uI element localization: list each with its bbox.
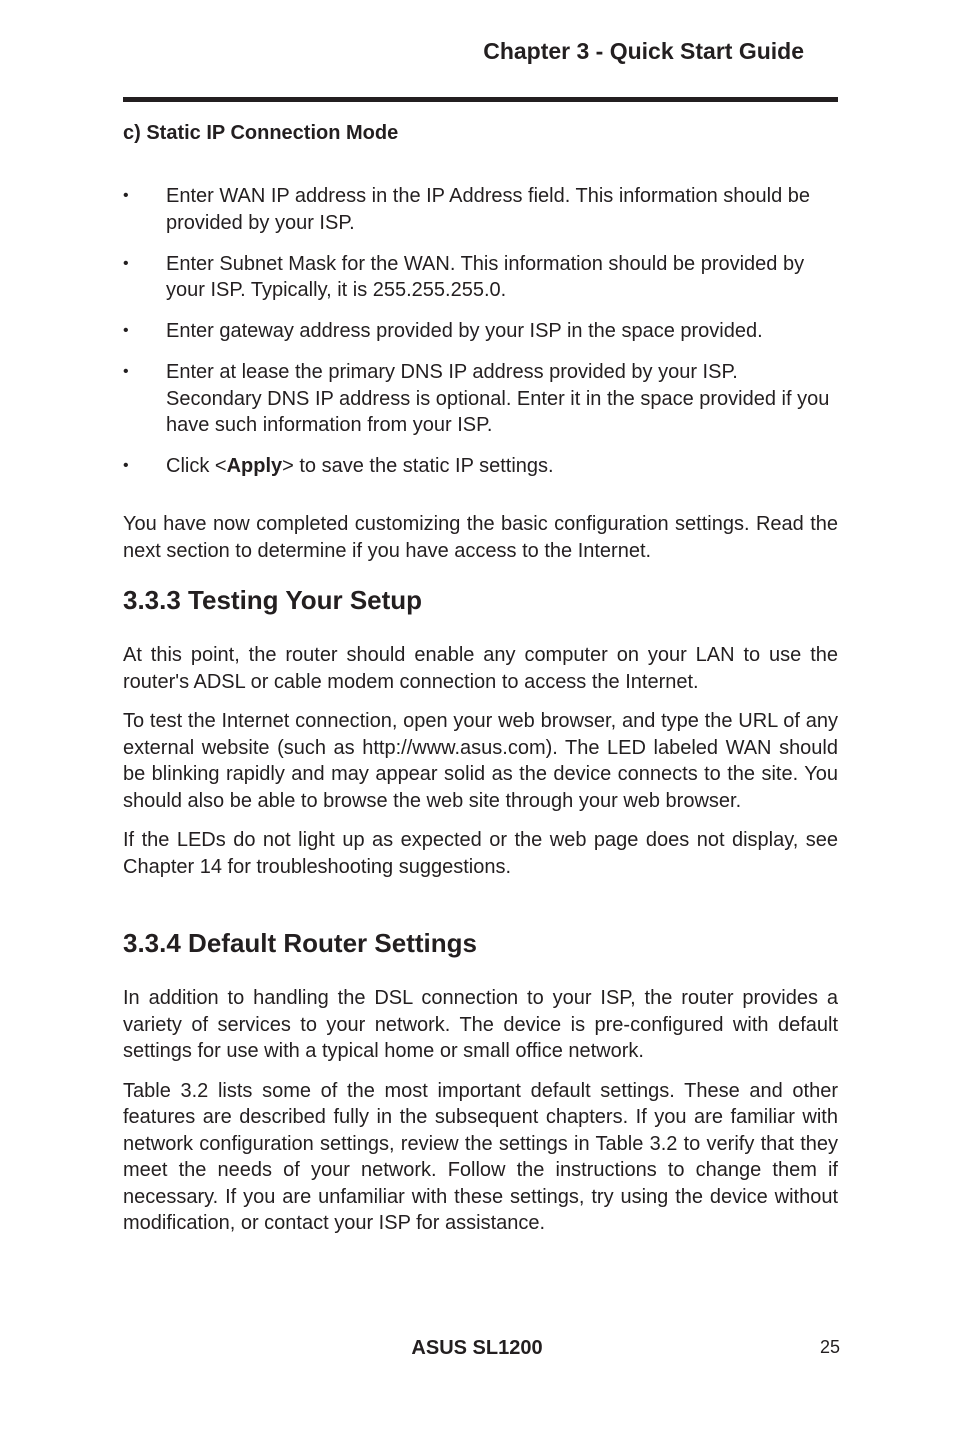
list-item-text: Enter at lease the primary DNS IP address provided by your ISP. Secondary DNS IP address is optional. Enter it in the space provided if you have such information from your ISP. [166,361,830,436]
paragraph: In addition to handling the DSL connection to your ISP, the router provides a variety of services to your network. The device is pre-configured with default settings for use with a typical home or small office network. [123,987,838,1062]
apply-text-before: Click < [166,455,227,477]
header-rule [123,97,838,102]
list-item [123,251,838,304]
page-header: Chapter 3 - Quick Start Guide [483,38,804,64]
bullet-icon: • [123,363,129,380]
static-ip-steps [123,183,838,494]
list-item [123,318,838,345]
apply-keyword: Apply [226,455,283,477]
list-item-text: Enter gateway address provided by your ISP in the space provided. [166,320,763,342]
bullet-icon: • [123,254,129,272]
defaults-section [123,928,838,959]
footer-model: ASUS SL1200 [411,1337,543,1359]
list-item-text: Enter Subnet Mask for the WAN. This information should be provided by your ISP. Typically, it is 255.255.255.0. [166,252,805,301]
testing-body [123,642,838,893]
paragraph: If the LEDs do not light up as expected or the web page does not display, see Chapter 14 for troubleshooting suggestions. [123,829,838,878]
apply-text-after: > to save the static IP settings. [282,455,554,477]
testing-heading: 3.3.3 Testing Your Setup [123,585,423,615]
static-ip-closing [123,511,838,577]
list-item [123,359,838,439]
bullet-icon: • [123,322,129,339]
defaults-body [123,985,838,1250]
subsection-title: c) Static IP Connection Mode [123,122,399,144]
bullet-icon: • [123,187,129,204]
list-item [123,453,838,480]
paragraph: To test the Internet connection, open your web browser, and type the URL of any external website (such as http://www.asus.com). The LED labeled WAN should be blinking rapidly and may appear solid as the device connects to the site. You should also be able to browse the web site through your web browser. [123,710,838,812]
defaults-heading: 3.3.4 Default Router Settings [123,928,477,958]
testing-section [123,585,838,616]
page-number: 25 [820,1337,841,1357]
closing-paragraph: You have now completed customizing the basic configuration settings. Read the next section to determine if you have access to the Internet. [123,513,838,562]
list-item [123,183,838,236]
paragraph: Table 3.2 lists some of the most important default settings. These and other features are described fully in the subsequent chapters. If you are familiar with network configuration settings, review the settings in Table 3.2 to verify that they meet the needs of your network. Follow the instructions to change them if necessary. If you are unfamiliar with these settings, try using the device without modification, or contact your ISP for assistance. [123,1079,838,1234]
bullet-icon: • [123,457,129,474]
list-item-text: Enter WAN IP address in the IP Address field. This information should be provided by your ISP. [166,185,811,234]
paragraph: At this point, the router should enable any computer on your LAN to use the router's ADSL or cable modem connection to access the Internet. [123,644,838,693]
